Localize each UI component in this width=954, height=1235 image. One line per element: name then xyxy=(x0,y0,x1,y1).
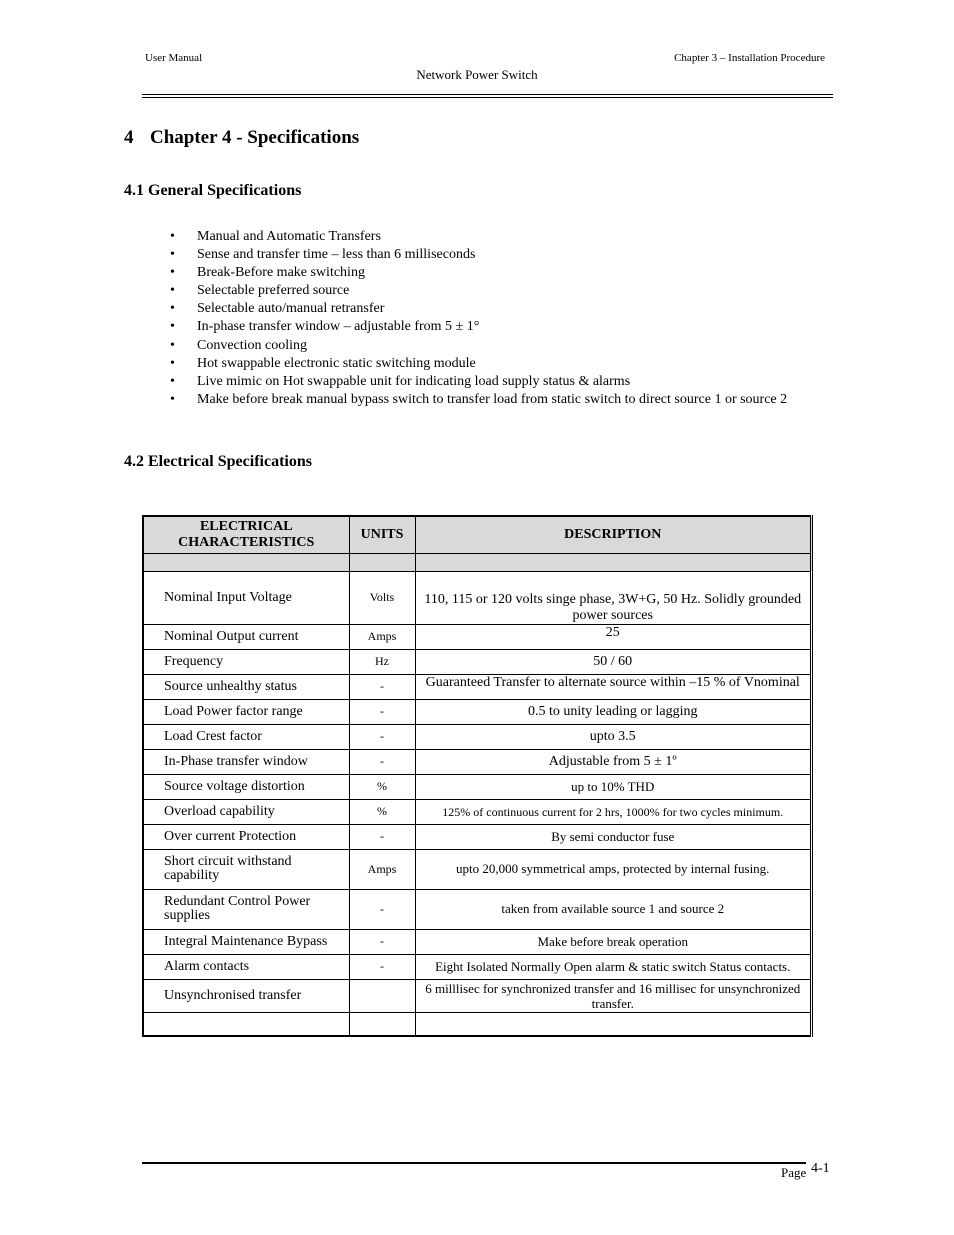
chapter-title: Chapter 4 - Specifications xyxy=(150,127,360,148)
table-cell: 110, 115 or 120 volts singe phase, 3W+G, 50 Hz. Solidly grounded power sources xyxy=(415,571,812,624)
table-row xyxy=(143,849,812,889)
table-cell: Eight Isolated Normally Open alarm & static switch Status contacts. xyxy=(415,954,812,979)
table-cell: - xyxy=(349,954,415,979)
table-cell: Guaranteed Transfer to alternate source within –15 % of Vnominal xyxy=(415,674,812,699)
table-cell: Load Crest factor xyxy=(143,724,349,749)
table-cell: - xyxy=(349,674,415,699)
table-row xyxy=(143,929,812,954)
page-number: 4-1 xyxy=(811,1161,830,1176)
footer-rule xyxy=(142,1162,806,1164)
header-rule-double xyxy=(142,97,833,98)
table-cell: Overload capability xyxy=(143,799,349,824)
table-cell: In-Phase transfer window xyxy=(143,749,349,774)
table-row xyxy=(143,674,812,699)
table-cell: Load Power factor range xyxy=(143,699,349,724)
table-cell: - xyxy=(349,824,415,849)
table-cell: 25 xyxy=(415,624,812,649)
table-cell xyxy=(349,979,415,1012)
page-label: Page xyxy=(781,1165,807,1180)
general-specs-heading: 4.1 General Specifications xyxy=(124,182,302,199)
table-cell: 0.5 to unity leading or lagging xyxy=(415,699,812,724)
list-item: • Break-Before make switching xyxy=(170,264,787,282)
table-cell xyxy=(143,553,349,571)
table-cell xyxy=(349,553,415,571)
list-item: • Hot swappable electronic static switching module xyxy=(170,355,787,373)
table-cell: - xyxy=(349,699,415,724)
electrical-specs-heading: 4.2 Electrical Specifications xyxy=(124,453,312,470)
table-row xyxy=(143,724,812,749)
table-cell: Alarm contacts xyxy=(143,954,349,979)
list-item: • Manual and Automatic Transfers xyxy=(170,228,787,246)
table-row xyxy=(143,749,812,774)
header-right: Chapter 3 – Installation Procedure xyxy=(674,52,825,64)
table-cell: - xyxy=(349,889,415,929)
table-cell xyxy=(349,1012,415,1036)
table-cell: % xyxy=(349,774,415,799)
table-cell: Frequency xyxy=(143,649,349,674)
column-header-units: UNITS xyxy=(349,516,415,553)
table-row xyxy=(143,571,812,624)
table-cell: By semi conductor fuse xyxy=(415,824,812,849)
table-cell: Amps xyxy=(349,849,415,889)
table-cell: Short circuit withstand capability xyxy=(143,849,349,889)
table-row xyxy=(143,774,812,799)
table-cell: Volts xyxy=(349,571,415,624)
table-cell: Amps xyxy=(349,624,415,649)
table-cell: Adjustable from 5 ± 1º xyxy=(415,749,812,774)
table-row xyxy=(143,979,812,1012)
header-title: Network Power Switch xyxy=(416,67,538,82)
table-cell xyxy=(143,1012,349,1036)
list-item: • Selectable preferred source xyxy=(170,282,787,300)
table-cell: Redundant Control Power supplies xyxy=(143,889,349,929)
list-item: • Selectable auto/manual retransfer xyxy=(170,300,787,318)
table-cell: 6 milllisec for synchronized transfer and 16 millisec for unsynchronized transfer. xyxy=(415,979,812,1012)
table-cell: 50 / 60 xyxy=(415,649,812,674)
list-item: • Convection cooling xyxy=(170,337,787,355)
table-row xyxy=(143,889,812,929)
general-specs-list xyxy=(170,228,787,409)
table-cell: Make before break operation xyxy=(415,929,812,954)
table-row xyxy=(143,624,812,649)
table-row xyxy=(143,699,812,724)
table-spacer-row xyxy=(143,553,812,571)
table-cell: % xyxy=(349,799,415,824)
table-row xyxy=(143,799,812,824)
column-header-characteristics: ELECTRICAL CHARACTERISTICS xyxy=(143,516,349,553)
chapter-heading xyxy=(124,127,359,149)
table-cell: - xyxy=(349,724,415,749)
table-cell: Source voltage distortion xyxy=(143,774,349,799)
table-cell: Integral Maintenance Bypass xyxy=(143,929,349,954)
list-item: • Sense and transfer time – less than 6 milliseconds xyxy=(170,246,787,264)
column-header-description: DESCRIPTION xyxy=(415,516,812,553)
table-cell: Hz xyxy=(349,649,415,674)
table-cell: - xyxy=(349,749,415,774)
table-cell xyxy=(415,553,812,571)
list-item: • In-phase transfer window – adjustable from 5 ± 1° xyxy=(170,318,787,336)
header-left: User Manual xyxy=(145,52,203,64)
table-row xyxy=(143,649,812,674)
table-cell: taken from available source 1 and source 2 xyxy=(415,889,812,929)
table-cell: Nominal Output current xyxy=(143,624,349,649)
table-cell: Unsynchronised transfer xyxy=(143,979,349,1012)
table-empty-row xyxy=(143,1012,812,1036)
table-cell: 125% of continuous current for 2 hrs, 1000% for two cycles minimum. xyxy=(415,799,812,824)
electrical-specs-table xyxy=(142,515,813,1037)
table-header-row xyxy=(143,516,812,553)
header-rule xyxy=(142,94,833,95)
chapter-number: 4 xyxy=(124,127,134,148)
table-cell: up to 10% THD xyxy=(415,774,812,799)
list-item: • Live mimic on Hot swappable unit for indicating load supply status & alarms xyxy=(170,373,787,391)
table-row xyxy=(143,954,812,979)
table-cell: Nominal Input Voltage xyxy=(143,571,349,624)
table-cell xyxy=(415,1012,812,1036)
table-cell: - xyxy=(349,929,415,954)
table-cell: Source unhealthy status xyxy=(143,674,349,699)
table-row xyxy=(143,824,812,849)
list-item: • Make before break manual bypass switch to transfer load from static switch to direct source 1 or source 2 xyxy=(170,391,787,409)
table-cell: Over current Protection xyxy=(143,824,349,849)
table-cell: upto 3.5 xyxy=(415,724,812,749)
table-cell: upto 20,000 symmetrical amps, protected by internal fusing. xyxy=(415,849,812,889)
